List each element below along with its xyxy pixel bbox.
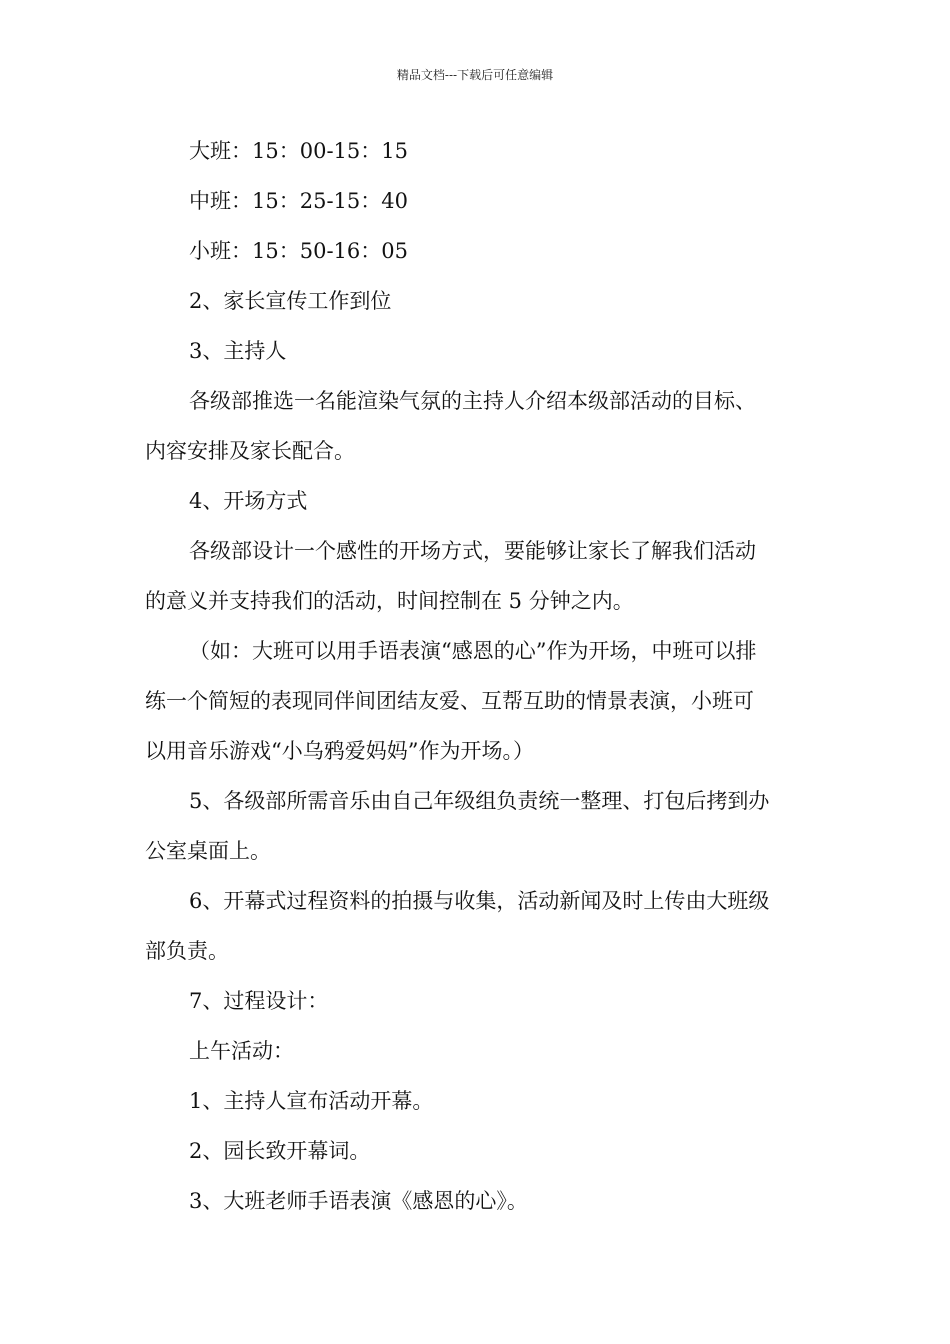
paragraph-opening-line-1: 各级部设计一个感性的开场方式，要能够让家长了解我们活动 [189,539,756,563]
paragraph-host-line-2: 内容安排及家长配合。 [145,439,355,463]
paragraph-example-line-3: 以用音乐游戏“小乌鸦爱妈妈”作为开场。） [145,739,534,763]
item-5-line-1: 5、各级部所需音乐由自己年级组负责统一整理、打包后拷到办 [189,789,770,813]
schedule-large-class: 大班：15：00-15：15 [189,139,408,163]
morning-activity-heading: 上午活动： [189,1039,294,1063]
paragraph-example-line-1: （如：大班可以用手语表演“感恩的心”作为开场，中班可以排 [189,639,757,663]
morning-step-1: 1、主持人宣布活动开幕。 [189,1089,434,1113]
morning-step-3: 3、大班老师手语表演《感恩的心》。 [189,1189,528,1213]
item-6-line-1: 6、开幕式过程资料的拍摄与收集，活动新闻及时上传由大班级 [189,889,770,913]
schedule-small-class: 小班：15：50-16：05 [189,239,408,263]
paragraph-example-line-2: 练一个简短的表现同伴间团结友爱、互帮互助的情景表演，小班可 [145,689,754,713]
item-7-heading: 7、过程设计： [189,989,329,1013]
page-header: 精品文档---下载后可任意编辑 [396,68,554,82]
paragraph-opening-line-2: 的意义并支持我们的活动，时间控制在 5 分钟之内。 [145,589,634,613]
item-6-line-2: 部负责。 [145,939,229,963]
schedule-middle-class: 中班：15：25-15：40 [189,189,408,213]
item-4-heading: 4、开场方式 [189,489,308,513]
paragraph-host-line-1: 各级部推选一名能渲染气氛的主持人介绍本级部活动的目标、 [189,389,756,413]
morning-step-2: 2、园长致开幕词。 [189,1139,371,1163]
item-2-heading: 2、家长宣传工作到位 [189,289,392,313]
item-5-line-2: 公室桌面上。 [145,839,271,863]
item-3-heading: 3、主持人 [189,339,287,363]
